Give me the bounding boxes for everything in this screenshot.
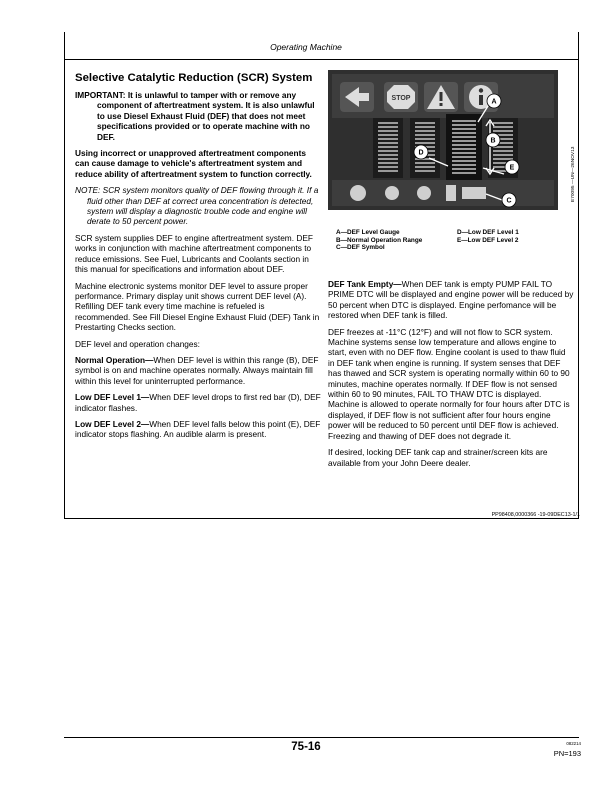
document-code: PP98408,0000366 -19-09DEC13-1/1 xyxy=(491,512,580,518)
paragraph-monitor: Machine electronic systems monitor DEF level to assure proper performance. Primary display unit shows current DEF level (A). Refilling DEF tank every time machine is refueled is recommended. See Fill Diesel Engine Exhaust Fluid (DEF) Tank in Prestarting Checks section. xyxy=(75,280,320,333)
low2-label: Low DEF Level 2— xyxy=(75,418,150,429)
legend-a: A—DEF Level Gauge xyxy=(336,229,400,236)
paragraph-kits: If desired, locking DEF tank cap and strainer/screen kits are available from your John Deere dealer. xyxy=(328,447,548,468)
legend-b: B—Normal Operation Range xyxy=(336,236,423,244)
low1-label: Low DEF Level 1— xyxy=(75,392,150,403)
paragraph-scr: SCR system supplies DEF to engine aftertreatment system. DEF works in conjunction with machine aftertreatment components to reduce emissions. See Fuel, Lubricants and Coolants section in this manual for specifications and information about DEF. xyxy=(75,232,313,275)
figure-legend-left xyxy=(336,229,422,252)
header-title: Operating Machine xyxy=(270,42,342,52)
legend-d: D—Low DEF Level 1 xyxy=(457,229,519,236)
empty-label: DEF Tank Empty— xyxy=(328,279,402,289)
figure-legend-right xyxy=(457,229,519,244)
important-notice xyxy=(75,90,321,142)
normal-text: When DEF level is within this range (B), DEF symbol is on and machine operates normally. Always maintain fill within this level for uninterrupted performance. xyxy=(75,354,319,386)
note-text: NOTE: SCR system monitors quality of DEF flowing through it. If a fluid other than DEF at correct urea concentration is detected, system will display a diagnostic trouble code and engine will derate to 50 percent power. xyxy=(75,185,319,227)
indicator-icon-2 xyxy=(385,186,399,200)
normal-label: Normal Operation— xyxy=(75,354,154,365)
important-label: IMPORTANT: xyxy=(75,90,126,100)
section-bottom-rule xyxy=(64,518,579,519)
low1-text: When DEF level drops to first red bar (D), DEF indicator flashes. xyxy=(75,392,321,413)
paragraph-freeze: DEF freezes at -11°C (12°F) and will not flow to SCR system. Machine systems sense low temperature and allows engine to start, even with no DEF flow. Engine coolant is used to thaw fluid in DEF tank when engine is running. If system senses that DEF has thawed and SCR system is operating normally within 60 to 90 minutes, machine operates normally. If DEF flow is not sensed within 60 to 90 minutes, FAIL TO THAW DTC is displayed. Machine is allowed to operate normally for four hours after DTC is displayed, if DEF flow is not sufficient after four hours engine power will be reduced to 50 percent until DEF flow is achieved. Freezing and thawing of DEF does not degrade it. xyxy=(328,326,570,441)
indicator-icon-1 xyxy=(350,185,366,201)
important-text-2: Using incorrect or unapproved aftertreatment components can cause damage to vehicle's aftertreatment system and reduce ability of aftertreatment system to function correctly. xyxy=(75,148,312,179)
callout-a: A xyxy=(491,98,497,106)
callout-b: B xyxy=(490,137,496,145)
low2-text: When DEF level falls below this point (E), DEF indicator stops flashing. An audible alarm is present. xyxy=(75,418,321,440)
indicator-icon-3 xyxy=(417,186,431,200)
left-column xyxy=(75,72,321,446)
important-text: It is unlawful to tamper with or remove any component of aftertreatment system. It is also unlawful to use Diesel Exhaust Fluid (DEF) that does not meet specifications provided or to operate machine with no DEF. xyxy=(97,90,315,142)
stop-icon xyxy=(384,82,418,112)
footer-tiny-code: 082214 xyxy=(566,741,581,746)
section-right-rule xyxy=(578,60,579,518)
low-level-2 xyxy=(75,419,321,440)
page-number: 75-16 xyxy=(291,741,321,753)
footer-pn: PN=193 xyxy=(553,749,581,758)
section-heading: Selective Catalytic Reduction (SCR) System xyxy=(75,72,313,84)
section-left-rule xyxy=(64,60,65,518)
def-display-figure xyxy=(328,70,558,210)
legend-c: C—DEF Symbol xyxy=(336,244,385,252)
fuel-pump-icon xyxy=(446,185,456,201)
back-arrow-icon xyxy=(340,82,374,112)
empty-text: When DEF tank is empty PUMP FAIL TO PRIME DTC will be displayed and engine power will be reduced by 50 percent when DTC is displayed. Engine perfomance will be restored when DEF tank is filled. xyxy=(328,279,574,321)
callout-d: D xyxy=(418,149,424,157)
warning-icon xyxy=(424,82,458,112)
legend-e: E—Low DEF Level 2 xyxy=(457,236,519,244)
callout-e: E xyxy=(509,164,515,172)
footer-rule xyxy=(64,737,579,738)
normal-operation xyxy=(75,355,321,386)
header-bottom-rule xyxy=(64,59,579,60)
stop-label: STOP xyxy=(391,95,411,102)
right-column xyxy=(328,279,574,474)
callout-c: C xyxy=(506,197,512,205)
low-level-1 xyxy=(75,392,321,413)
figure-side-code: E70095 —UN—26NOV13 xyxy=(571,146,576,202)
paragraph-changes: DEF level and operation changes: xyxy=(75,338,200,349)
def-symbol-icon xyxy=(462,187,486,199)
def-tank-empty xyxy=(328,279,574,321)
